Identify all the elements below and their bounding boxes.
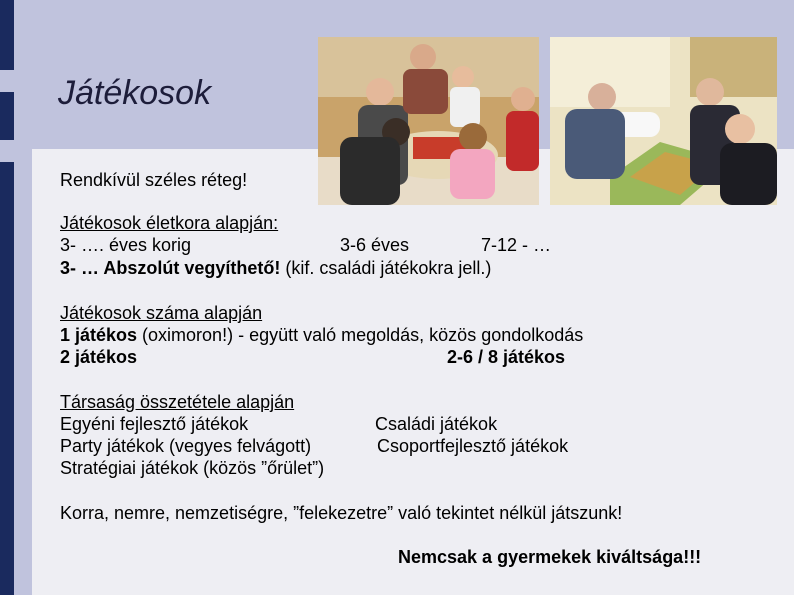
closing-bold: Nemcsak a gyermekek kiváltsága!!! [398,547,702,567]
left-bar-top [0,0,14,70]
count-two [60,347,137,368]
photo-adults-playing [550,37,777,205]
group-right-2: Csoportfejlesztő játékok [377,436,569,456]
count-two-bold: 2 játékos [60,347,138,367]
count-heading: Játékosok száma alapján [60,303,263,323]
age-mixable-bold: 3- … Abszolút vegyíthető! [60,258,281,278]
count-multi-bold: 2-6 / 8 játékos [447,347,566,367]
count-one-note: (oximoron!) - együtt való megoldás, közös gondolkodás [137,325,584,345]
closing-text [398,547,701,568]
group-heading: Társaság összetétele alapján [60,392,295,412]
count-one [60,325,583,346]
group-left-1: Egyéni fejlesztő játékok [60,414,249,434]
age-heading: Játékosok életkora alapján: [60,213,279,233]
age-mixable [60,258,491,279]
age-mixable-note: (kif. családi játékokra jell.) [280,258,492,278]
slide-title: Játékosok [58,74,212,112]
photo-family-playing [318,37,539,205]
age-item-b: 3-6 éves [340,235,410,255]
left-bar-middle [0,92,14,140]
left-bar-bottom [0,162,14,595]
group-left-2: Party játékok (vegyes felvágott) [60,436,312,456]
count-multi [447,347,565,368]
age-item-c: 7-12 - … [481,235,552,255]
count-one-bold: 1 játékos [60,325,138,345]
note-text: Korra, nemre, nemzetiségre, ”felekezetre” való tekintet nélkül játszunk! [60,503,623,523]
age-item-a: 3- …. éves korig [60,235,192,255]
intro-text: Rendkívül széles réteg! [60,170,248,190]
group-left-3: Stratégiai játékok (közös ”őrület”) [60,458,325,478]
group-right-1: Családi játékok [375,414,498,434]
